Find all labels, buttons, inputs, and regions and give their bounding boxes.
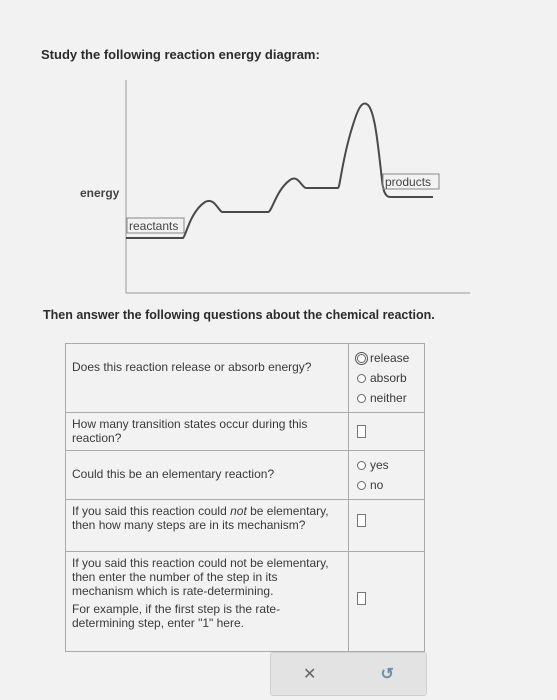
answer-cell: [349, 451, 425, 500]
energy-axis-label: energy: [80, 186, 120, 200]
clear-button[interactable]: [271, 653, 349, 695]
option-label: yes: [370, 458, 389, 472]
option-release[interactable]: [357, 348, 416, 368]
question-cell: [66, 500, 349, 552]
answer-cell: [349, 552, 425, 652]
question-note: For example, if the first step is the rate-determining step, enter "1" here.: [72, 602, 281, 630]
radio-no[interactable]: [357, 481, 366, 490]
radio-absorb[interactable]: [357, 374, 366, 383]
option-label: release: [370, 351, 410, 365]
questions-intro: Then answer the following questions about the chemical reaction.: [43, 308, 435, 322]
question-cell: [66, 344, 349, 413]
undo-icon: ↺: [380, 666, 394, 683]
reaction-energy-diagram: [0, 0, 557, 300]
option-no[interactable]: [357, 475, 416, 495]
question-cell: [66, 451, 349, 500]
radio-yes[interactable]: [357, 461, 366, 470]
action-bar: [270, 652, 427, 696]
products-label: products: [385, 175, 432, 189]
question-text-emphasis: not: [230, 504, 247, 518]
answer-cell: [349, 500, 425, 552]
mechanism-steps-input[interactable]: [357, 514, 366, 527]
question-row-elementary: [66, 451, 425, 500]
question-row-rate-determining: [66, 552, 425, 652]
question-text-after: be elementary, then how many steps are in its mechanism?: [72, 504, 329, 532]
question-row-steps: [66, 500, 425, 552]
undo-button[interactable]: [349, 653, 427, 695]
question-text: Does this reaction release or absorb energy?: [72, 360, 312, 374]
option-label: absorb: [370, 371, 407, 385]
reactants-label: reactants: [129, 219, 179, 233]
x-icon: ✕: [303, 666, 317, 683]
answer-cell: [349, 344, 425, 413]
question-cell: [66, 552, 349, 652]
option-yes[interactable]: [357, 455, 416, 475]
question-row-energy: [66, 344, 425, 413]
question-text: If you said this reaction could not be elementary, then enter the number of the step in its mechanism which is rate-determining.: [72, 556, 329, 598]
answer-cell: [349, 413, 425, 451]
transition-states-input[interactable]: [357, 425, 366, 438]
question-text: Could this be an elementary reaction?: [72, 467, 275, 481]
question-text-before: If you said this reaction could: [72, 504, 231, 518]
rate-determining-step-input[interactable]: [357, 592, 366, 605]
question-text: How many transition states occur during this reaction?: [72, 417, 308, 445]
questions-table: [65, 343, 425, 652]
option-label: neither: [370, 391, 407, 405]
option-absorb[interactable]: [357, 368, 416, 388]
radio-release[interactable]: [357, 354, 366, 363]
option-label: no: [370, 478, 384, 492]
question-row-transition-states: [66, 413, 425, 451]
question-cell: [66, 413, 349, 451]
radio-neither[interactable]: [357, 394, 366, 403]
option-neither[interactable]: [357, 388, 416, 408]
instruction-heading: Study the following reaction energy diagram:: [41, 47, 320, 62]
